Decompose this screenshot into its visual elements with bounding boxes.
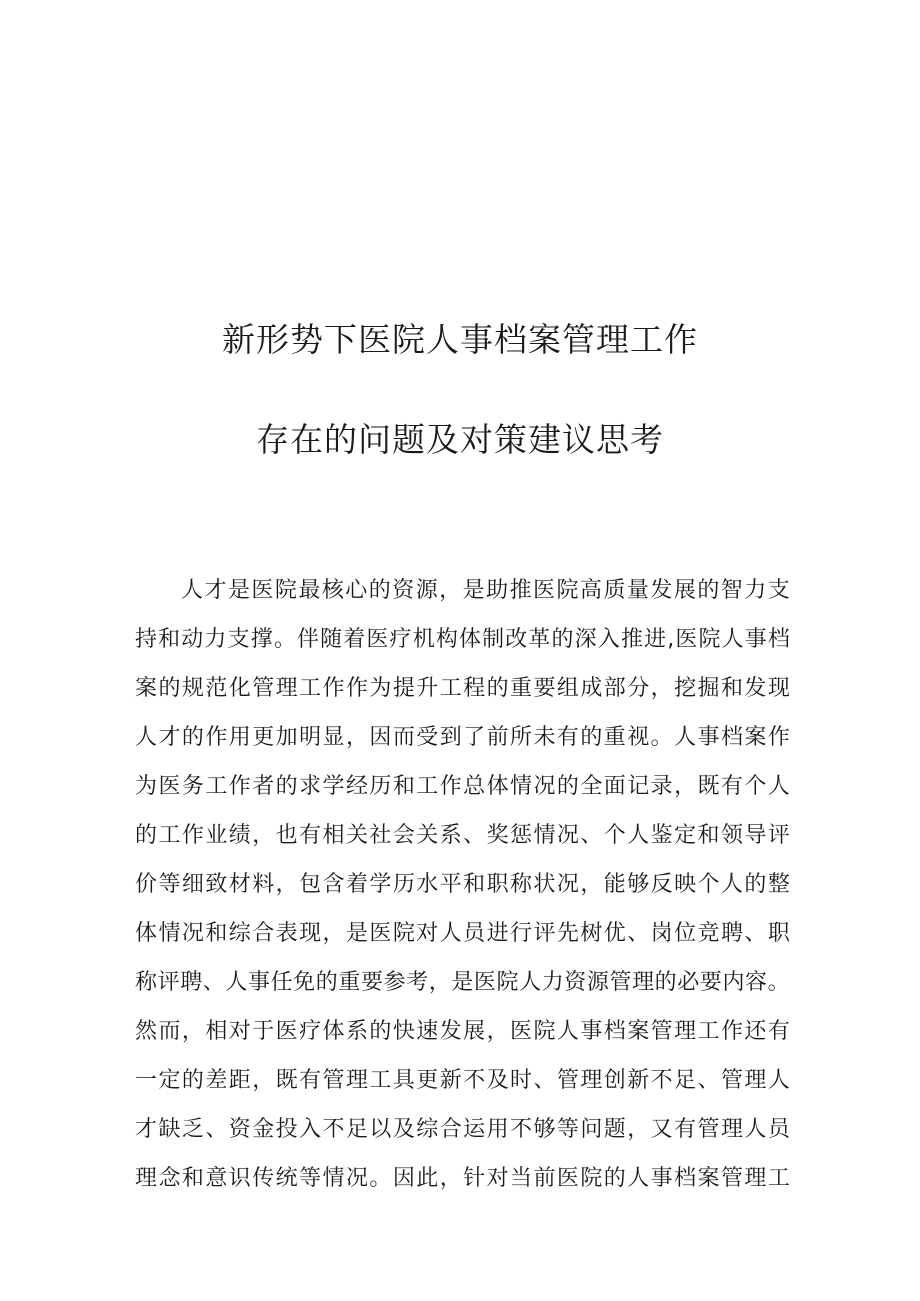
body-paragraph-line: 才 缺 乏 、 资 金 投 入 不 足 以 及 综 合 运 用 不 够 等 问 题 ， 又 有 管 理 人 员 (135, 1117, 790, 1142)
body-paragraph-line: 然 而 ， 相 对 于 医 疗 体 系 的 快 速 发 展 ， 医 院 人 事 档 案 管 理 工 作 还 有 (135, 1019, 790, 1044)
body-paragraph-line: 案 的 规 范 化 管 理 工 作 作 为 提 升 工 程 的 重 要 组 成 部 分 ， 挖 掘 和 发 现 (135, 676, 790, 701)
body-paragraph-line: 体 情 况 和 综 合 表 现 ， 是 医 院 对 人 员 进 行 评 先 树 优 、 岗 位 竞 聘 、 职 (135, 921, 790, 946)
body-paragraph-line: 的 工 作 业 绩 ， 也 有 相 关 社 会 关 系 、 奖 惩 情 况 、 个 人 鉴 定 和 领 导 评 (135, 823, 790, 848)
body-paragraph-line: 持 和 动 力 支 撑 。 伴 随 着 医 疗 机 构 体 制 改 革 的 深 入 推 进 , 医 院 人 事 档 (135, 627, 790, 652)
body-paragraph-line: 人 才 的 作 用 更 加 明 显 ， 因 而 受 到 了 前 所 未 有 的 重 视 。 人 事 档 案 作 (135, 725, 790, 750)
document-title-line-2: 存在的问题及对策建议思考 (256, 420, 664, 459)
body-paragraph-line: 价 等 细 致 材 料 ， 包 含 着 学 历 水 平 和 职 称 状 况 ， 能 够 反 映 个 人 的 整 (135, 872, 790, 897)
document-title-line-1: 新形势下医院人事档案管理工作 (222, 320, 698, 359)
body-paragraph-line: 理 念 和 意 识 传 统 等 情 况 。 因 此 ， 针 对 当 前 医 院 的 人 事 档 案 管 理 工 (135, 1166, 790, 1191)
document-body (135, 566, 790, 1203)
body-paragraph-line: 人 才 是 医 院 最 核 心 的 资 源 ， 是 助 推 医 院 高 质 量 发 展 的 智 力 支 (181, 578, 790, 603)
body-paragraph-line: 称 评 聘 、 人 事 任 免 的 重 要 参 考 ， 是 医 院 人 力 资 源 管 理 的 必 要 内 容 。 (135, 970, 790, 995)
body-paragraph-line: 一 定 的 差 距 ， 既 有 管 理 工 具 更 新 不 及 时 、 管 理 创 新 不 足 、 管 理 人 (135, 1068, 790, 1093)
body-paragraph-line: 为 医 务 工 作 者 的 求 学 经 历 和 工 作 总 体 情 况 的 全 面 记 录 ， 既 有 个 人 (135, 774, 790, 799)
